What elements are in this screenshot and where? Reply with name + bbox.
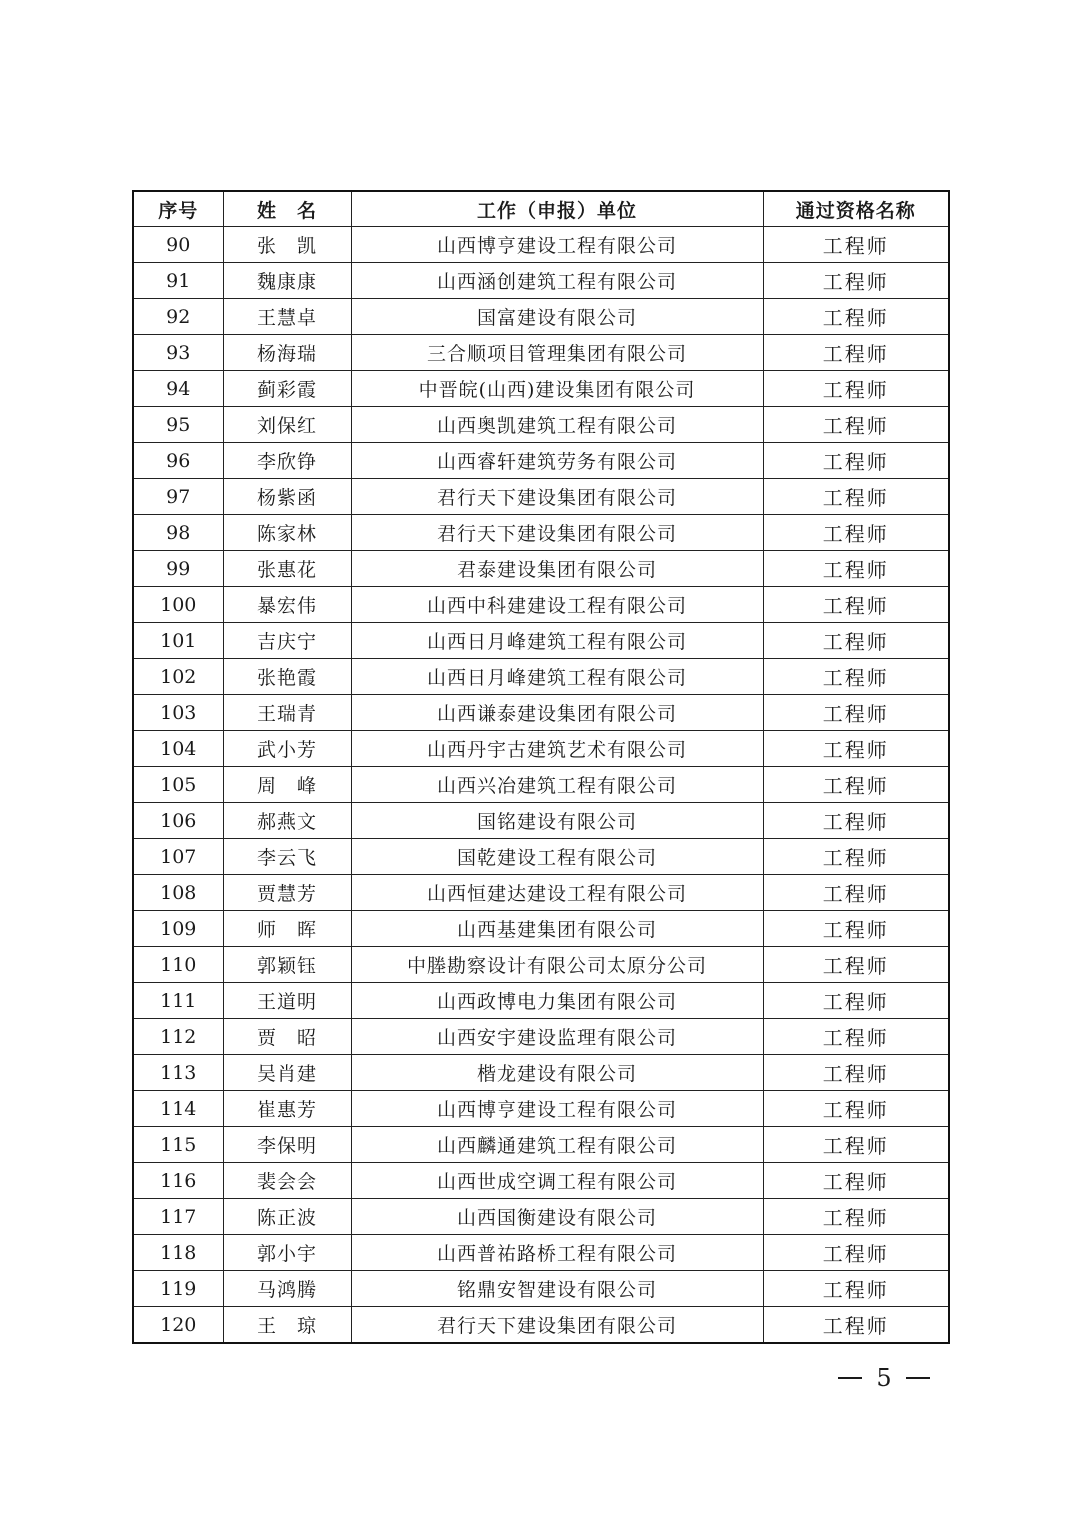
right-dash <box>906 1377 930 1379</box>
qualification-cell: 工程师 <box>763 839 949 875</box>
work-unit-cell: 山西兴冶建筑工程有限公司 <box>351 767 763 803</box>
qualification-cell: 工程师 <box>763 479 949 515</box>
qualification-cell: 工程师 <box>763 263 949 299</box>
serial-number-cell: 104 <box>133 731 223 767</box>
serial-number-cell: 105 <box>133 767 223 803</box>
header-serial-number: 序号 <box>133 191 223 227</box>
serial-number-cell: 92 <box>133 299 223 335</box>
serial-number-cell: 95 <box>133 407 223 443</box>
serial-number-cell: 97 <box>133 479 223 515</box>
qualification-cell: 工程师 <box>763 587 949 623</box>
serial-number-cell: 107 <box>133 839 223 875</box>
work-unit-cell: 山西日月峰建筑工程有限公司 <box>351 623 763 659</box>
table-row <box>133 335 949 371</box>
serial-number-cell: 102 <box>133 659 223 695</box>
serial-number-cell: 90 <box>133 227 223 263</box>
work-unit-cell: 山西谦泰建设集团有限公司 <box>351 695 763 731</box>
work-unit-cell: 山西世成空调工程有限公司 <box>351 1163 763 1199</box>
table-row <box>133 1127 949 1163</box>
serial-number-cell: 109 <box>133 911 223 947</box>
header-row <box>133 191 949 227</box>
qualification-cell: 工程师 <box>763 875 949 911</box>
qualification-cell: 工程师 <box>763 1199 949 1235</box>
work-unit-cell: 三合顺项目管理集团有限公司 <box>351 335 763 371</box>
qualification-cell: 工程师 <box>763 659 949 695</box>
serial-number-cell: 115 <box>133 1127 223 1163</box>
work-unit-cell: 山西普祐路桥工程有限公司 <box>351 1235 763 1271</box>
table-row <box>133 911 949 947</box>
qualification-cell: 工程师 <box>763 767 949 803</box>
work-unit-cell: 中塍勘察设计有限公司太原分公司 <box>351 947 763 983</box>
header-work-unit: 工作（申报）单位 <box>351 191 763 227</box>
serial-number-cell: 120 <box>133 1307 223 1344</box>
serial-number-cell: 98 <box>133 515 223 551</box>
work-unit-cell: 君泰建设集团有限公司 <box>351 551 763 587</box>
qualification-cell: 工程师 <box>763 371 949 407</box>
table-header <box>133 191 949 227</box>
table-row <box>133 587 949 623</box>
serial-number-cell: 91 <box>133 263 223 299</box>
table-row <box>133 803 949 839</box>
qualification-cell: 工程师 <box>763 947 949 983</box>
name-cell: 杨海瑞 <box>223 335 351 371</box>
qualification-cell: 工程师 <box>763 695 949 731</box>
qualification-cell: 工程师 <box>763 1091 949 1127</box>
work-unit-cell: 国乾建设工程有限公司 <box>351 839 763 875</box>
serial-number-cell: 110 <box>133 947 223 983</box>
serial-number-cell: 106 <box>133 803 223 839</box>
table-row <box>133 263 949 299</box>
work-unit-cell: 山西麟通建筑工程有限公司 <box>351 1127 763 1163</box>
serial-number-cell: 119 <box>133 1271 223 1307</box>
table-row <box>133 1271 949 1307</box>
qualification-cell: 工程师 <box>763 1019 949 1055</box>
table-row <box>133 479 949 515</box>
work-unit-cell: 君行天下建设集团有限公司 <box>351 479 763 515</box>
work-unit-cell: 山西博亨建设工程有限公司 <box>351 1091 763 1127</box>
table-row <box>133 515 949 551</box>
qualification-cell: 工程师 <box>763 623 949 659</box>
qualification-cell: 工程师 <box>763 1307 949 1344</box>
name-cell: 王 琼 <box>223 1307 351 1344</box>
serial-number-cell: 114 <box>133 1091 223 1127</box>
table-body <box>133 227 949 1344</box>
table-row <box>133 839 949 875</box>
table-row <box>133 1307 949 1344</box>
page-number: 5 <box>876 1364 892 1392</box>
work-unit-cell: 国铭建设有限公司 <box>351 803 763 839</box>
qualification-cell: 工程师 <box>763 1271 949 1307</box>
qualification-cell: 工程师 <box>763 227 949 263</box>
qualification-roster-sheet <box>132 190 948 1344</box>
name-cell: 张惠花 <box>223 551 351 587</box>
header-qualification: 通过资格名称 <box>763 191 949 227</box>
name-cell: 张艳霞 <box>223 659 351 695</box>
name-cell: 杨紫函 <box>223 479 351 515</box>
table-row <box>133 767 949 803</box>
name-cell: 李保明 <box>223 1127 351 1163</box>
name-cell: 马鸿腾 <box>223 1271 351 1307</box>
table-row <box>133 551 949 587</box>
work-unit-cell: 君行天下建设集团有限公司 <box>351 1307 763 1344</box>
table-row <box>133 1235 949 1271</box>
work-unit-cell: 山西恒建达建设工程有限公司 <box>351 875 763 911</box>
serial-number-cell: 103 <box>133 695 223 731</box>
table-row <box>133 695 949 731</box>
work-unit-cell: 山西基建集团有限公司 <box>351 911 763 947</box>
page-number-footer <box>838 1362 930 1394</box>
name-cell: 武小芳 <box>223 731 351 767</box>
work-unit-cell: 山西涵创建筑工程有限公司 <box>351 263 763 299</box>
name-cell: 周 峰 <box>223 767 351 803</box>
name-cell: 郭颖钰 <box>223 947 351 983</box>
work-unit-cell: 国富建设有限公司 <box>351 299 763 335</box>
qualification-cell: 工程师 <box>763 1055 949 1091</box>
table-row <box>133 1091 949 1127</box>
table-row <box>133 623 949 659</box>
name-cell: 吴肖建 <box>223 1055 351 1091</box>
name-cell: 王慧卓 <box>223 299 351 335</box>
serial-number-cell: 96 <box>133 443 223 479</box>
qualification-cell: 工程师 <box>763 515 949 551</box>
serial-number-cell: 94 <box>133 371 223 407</box>
serial-number-cell: 118 <box>133 1235 223 1271</box>
serial-number-cell: 100 <box>133 587 223 623</box>
qualification-cell: 工程师 <box>763 1127 949 1163</box>
qualification-cell: 工程师 <box>763 1235 949 1271</box>
table-row <box>133 875 949 911</box>
table-row <box>133 1019 949 1055</box>
table-row <box>133 1055 949 1091</box>
name-cell: 刘保红 <box>223 407 351 443</box>
serial-number-cell: 112 <box>133 1019 223 1055</box>
qualification-roster-table <box>132 190 950 1344</box>
qualification-cell: 工程师 <box>763 407 949 443</box>
work-unit-cell: 山西政博电力集团有限公司 <box>351 983 763 1019</box>
qualification-cell: 工程师 <box>763 803 949 839</box>
table-row <box>133 371 949 407</box>
table-row <box>133 983 949 1019</box>
header-name: 姓 名 <box>223 191 351 227</box>
work-unit-cell: 山西博亨建设工程有限公司 <box>351 227 763 263</box>
name-cell: 崔惠芳 <box>223 1091 351 1127</box>
work-unit-cell: 铭鼎安智建设有限公司 <box>351 1271 763 1307</box>
name-cell: 王瑞青 <box>223 695 351 731</box>
work-unit-cell: 山西中科建建设工程有限公司 <box>351 587 763 623</box>
name-cell: 裴会会 <box>223 1163 351 1199</box>
serial-number-cell: 99 <box>133 551 223 587</box>
name-cell: 贾慧芳 <box>223 875 351 911</box>
serial-number-cell: 116 <box>133 1163 223 1199</box>
name-cell: 暴宏伟 <box>223 587 351 623</box>
work-unit-cell: 山西国衡建设有限公司 <box>351 1199 763 1235</box>
qualification-cell: 工程师 <box>763 299 949 335</box>
name-cell: 李欣铮 <box>223 443 351 479</box>
table-row <box>133 407 949 443</box>
qualification-cell: 工程师 <box>763 983 949 1019</box>
qualification-cell: 工程师 <box>763 443 949 479</box>
table-row <box>133 1163 949 1199</box>
left-dash <box>838 1377 862 1379</box>
name-cell: 郭小宇 <box>223 1235 351 1271</box>
name-cell: 李云飞 <box>223 839 351 875</box>
qualification-cell: 工程师 <box>763 911 949 947</box>
work-unit-cell: 山西奥凯建筑工程有限公司 <box>351 407 763 443</box>
table-row <box>133 299 949 335</box>
table-row <box>133 731 949 767</box>
table-row <box>133 947 949 983</box>
name-cell: 蓟彩霞 <box>223 371 351 407</box>
serial-number-cell: 117 <box>133 1199 223 1235</box>
qualification-cell: 工程师 <box>763 335 949 371</box>
work-unit-cell: 山西丹宇古建筑艺术有限公司 <box>351 731 763 767</box>
serial-number-cell: 108 <box>133 875 223 911</box>
qualification-cell: 工程师 <box>763 551 949 587</box>
serial-number-cell: 101 <box>133 623 223 659</box>
name-cell: 贾 昭 <box>223 1019 351 1055</box>
name-cell: 吉庆宁 <box>223 623 351 659</box>
name-cell: 魏康康 <box>223 263 351 299</box>
work-unit-cell: 楷龙建设有限公司 <box>351 1055 763 1091</box>
name-cell: 郝燕文 <box>223 803 351 839</box>
table-row <box>133 227 949 263</box>
serial-number-cell: 113 <box>133 1055 223 1091</box>
table-row <box>133 1199 949 1235</box>
table-row <box>133 659 949 695</box>
name-cell: 陈正波 <box>223 1199 351 1235</box>
work-unit-cell: 山西日月峰建筑工程有限公司 <box>351 659 763 695</box>
work-unit-cell: 君行天下建设集团有限公司 <box>351 515 763 551</box>
work-unit-cell: 山西睿轩建筑劳务有限公司 <box>351 443 763 479</box>
table-row <box>133 443 949 479</box>
qualification-cell: 工程师 <box>763 1163 949 1199</box>
name-cell: 王道明 <box>223 983 351 1019</box>
name-cell: 陈家林 <box>223 515 351 551</box>
work-unit-cell: 中晋皖(山西)建设集团有限公司 <box>351 371 763 407</box>
qualification-cell: 工程师 <box>763 731 949 767</box>
serial-number-cell: 93 <box>133 335 223 371</box>
serial-number-cell: 111 <box>133 983 223 1019</box>
name-cell: 张 凯 <box>223 227 351 263</box>
name-cell: 师 晖 <box>223 911 351 947</box>
work-unit-cell: 山西安宇建设监理有限公司 <box>351 1019 763 1055</box>
